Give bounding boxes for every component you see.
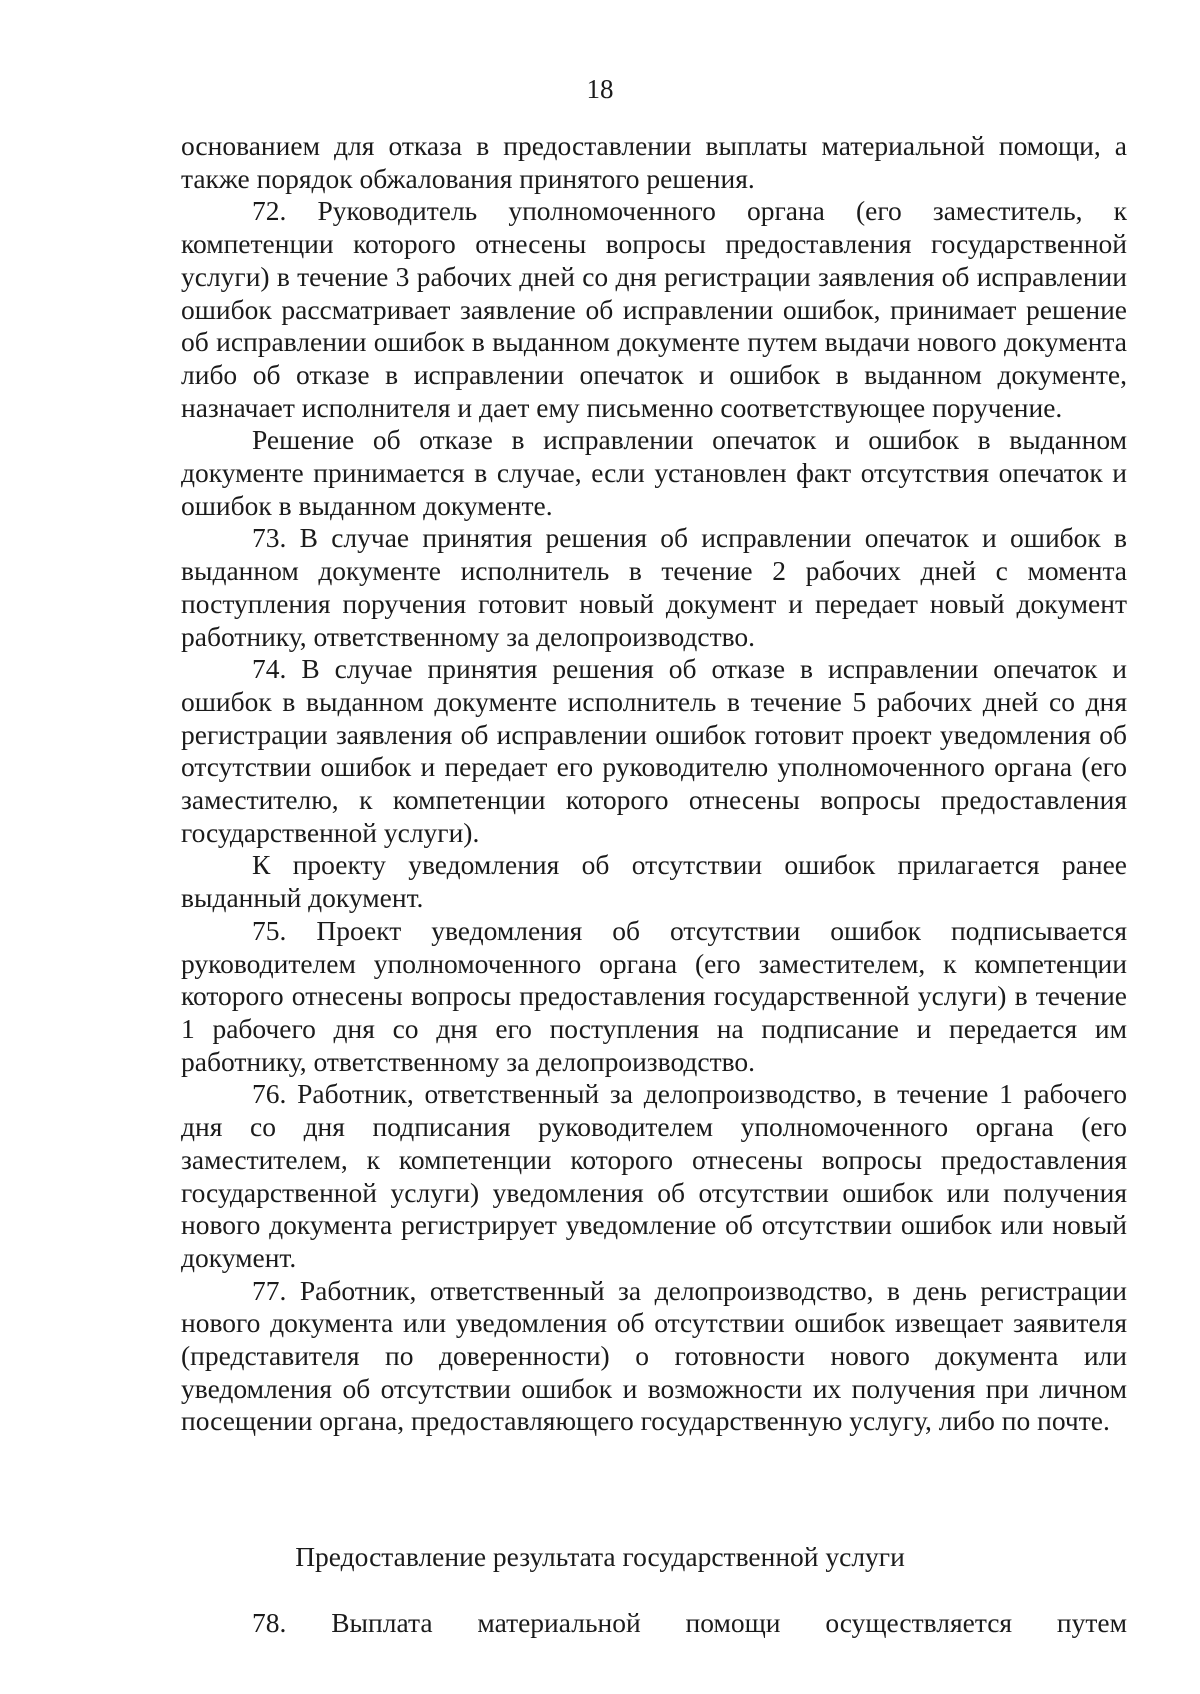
paragraph-continuation: основанием для отказа в предоставлении выплаты материальной помощи, а также порядок обжалования принятого решения. <box>181 130 1127 194</box>
paragraph-attachment: К проекту уведомления об отсутствии ошибок прилагается ранее выданный документ. <box>181 849 1127 914</box>
paragraph-72: 72. Руководитель уполномоченного органа (его заместитель, к компетенции которого отнесены вопросы предоставления государственной услуги) в течение 3 рабочих дней со дня регистрации заявления об исправлении ошибок рассматривает заявление об исправлении ошибок, принимает решение об исправлении ошибок в выданном документе путем выдачи нового документа либо об отказе в исправлении опечаток и ошибок в выданном документе, назначает исполнителя и дает ему письменно соответствующее поручение. <box>181 195 1127 423</box>
paragraph-77: 77. Работник, ответственный за делопроизводство, в день регистрации нового документа или уведомления об отсутствии ошибок извещает заявителя (представителя по доверенности) о готовности нового документа или уведомления об отсутствии ошибок и возможности их получения при личном посещении органа, предоставляющего государственную услугу, либо по почте. <box>181 1274 1127 1437</box>
paragraph-refusal-decision: Решение об отказе в исправлении опечаток и ошибок в выданном документе принимается в случае, если установлен факт отсутствия опечаток и ошибок в выданном документе. <box>181 424 1127 521</box>
paragraph-78: 78. Выплата материальной помощи осуществляется путем <box>252 1607 1127 1638</box>
paragraph-76: 76. Работник, ответственный за делопроизводство, в течение 1 рабочего дня со дня подписания руководителем уполномоченного органа (его заместителем, к компетенции которого отнесены вопросы предоставления государственной услуги) уведомления об отсутствии ошибок или получения нового документа регистрирует уведомление об отсутствии ошибок или новый документ. <box>181 1078 1127 1273</box>
section-heading: Предоставление результата государственной услуги <box>295 1541 905 1572</box>
body-text <box>181 130 1127 1438</box>
paragraph-75: 75. Проект уведомления об отсутствии ошибок подписывается руководителем уполномоченного органа (его заместителем, к компетенции которого отнесены вопросы предоставления государственной услуги) в течение 1 рабочего дня со дня его поступления на подписание и передается им работнику, ответственному за делопроизводство. <box>181 914 1127 1077</box>
paragraph-73: 73. В случае принятия решения об исправлении опечаток и ошибок в выданном документе исполнитель в течение 2 рабочих дней с момента поступления поручения готовит новый документ и передает новый документ работнику, ответственному за делопроизводство. <box>181 522 1127 652</box>
page-number: 18 <box>586 74 614 104</box>
paragraph-74: 74. В случае принятия решения об отказе в исправлении опечаток и ошибок в выданном документе исполнитель в течение 5 рабочих дней со дня регистрации заявления об исправлении ошибок готовит проект уведомления об отсутствии ошибок и передает его руководителю уполномоченного органа (его заместителю, к компетенции которого отнесены вопросы предоставления государственной услуги). <box>181 653 1127 848</box>
